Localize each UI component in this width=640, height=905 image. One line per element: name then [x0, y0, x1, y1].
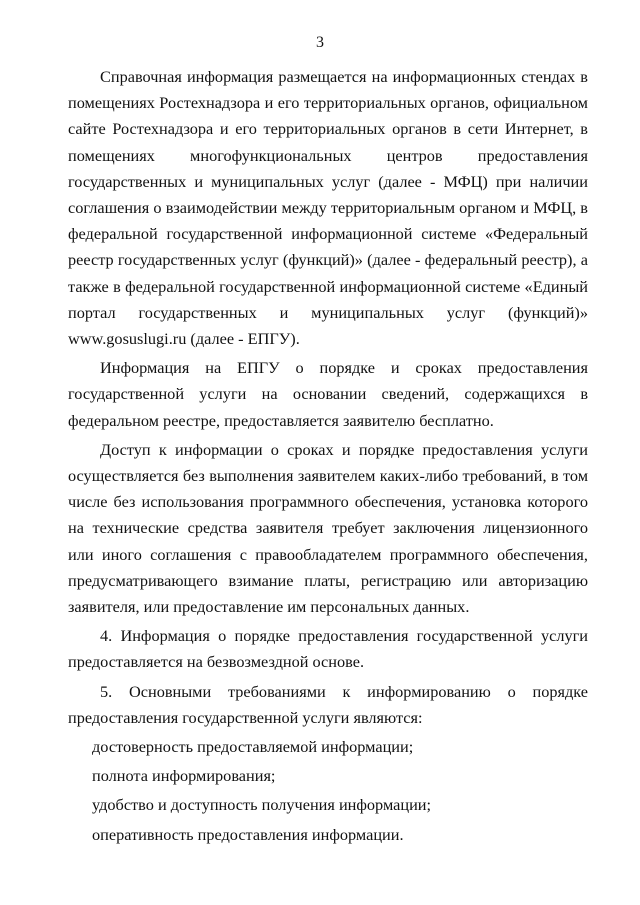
page-number: 3	[316, 34, 324, 51]
requirement-item: удобство и доступность получения информации;	[92, 795, 432, 815]
paragraph-reference-info: Справочная информация размещается на информационных стендах в помещениях Ростехнадзора и его территориальных органов, официальном сайте Ростехнадзора и его территориальных органов в сети Интернет, в помещениях многофункциональных центров предоставления государственных и муниципальных услуг (далее - МФЦ) при наличии соглашения о взаимодействии между территориальным органом и МФЦ, в федеральной государственной информационной системе «Федеральный реестр государственных услуг (функций)» (далее - федеральный реестр), а также в федеральной государственной информационной системе «Единый портал государственных и муниципальных услуг (функций)» www.gosuslugi.ru (далее - ЕПГУ).	[68, 67, 588, 349]
paragraph-item-4: 4. Информация о порядке предоставления государственной услуги предоставляется на безвозмездной основе.	[68, 626, 588, 672]
requirement-item: достоверность предоставляемой информации;	[92, 737, 414, 757]
paragraph-access-info: Доступ к информации о сроках и порядке предоставления услуги осуществляется без выполнения заявителем каких-либо требований, в том числе без использования программного обеспечения, установка которого на технические средства заявителя требует заключения лицензионного или иного соглашения с правообладателем программного обеспечения, предусматривающего взимание платы, регистрацию или авторизацию заявителя, или предоставление им персональных данных.	[68, 439, 588, 617]
paragraph-item-5: 5. Основными требованиями к информированию о порядке предоставления государственной услуги являются:	[68, 681, 588, 727]
requirement-item: оперативность предоставления информации.	[92, 824, 404, 844]
document-body	[68, 64, 588, 848]
requirement-item: полнота информирования;	[92, 766, 276, 786]
paragraph-epgu-info: Информация на ЕПГУ о порядке и сроках предоставления государственной услуги на основании сведений, содержащихся в федеральном реестре, предоставляется заявителю бесплатно.	[68, 358, 588, 430]
